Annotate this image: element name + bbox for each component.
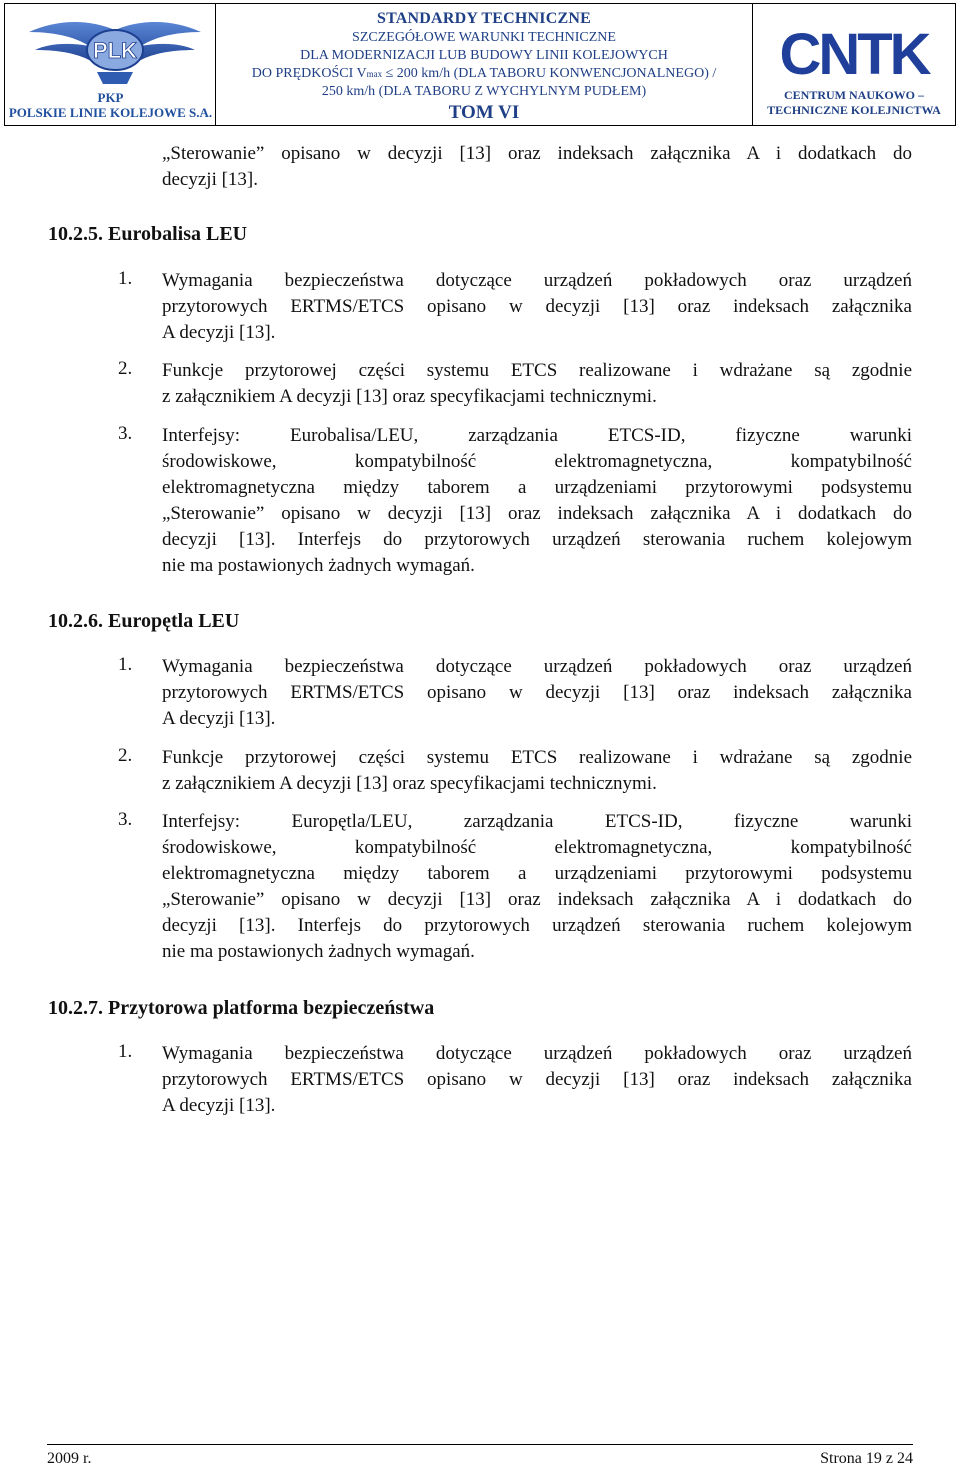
s1-item1-line3: A decyzji [13]. bbox=[162, 322, 276, 343]
speed-prefix: DO PRĘDKOŚCI V bbox=[251, 66, 367, 81]
s3-item1-number: 1. bbox=[118, 1041, 133, 1062]
s2-item1-line3: A decyzji [13]. bbox=[162, 708, 276, 729]
s2-item2-number: 2. bbox=[118, 745, 133, 766]
s2-item2-line2: z załącznikiem A decyzji [13] oraz specyfikacjami technicznymi. bbox=[162, 773, 657, 794]
footer-rule bbox=[47, 1444, 913, 1445]
section-heading-10-2-7: 10.2.7. Przytorowa platforma bezpieczeństwa bbox=[48, 997, 435, 1019]
s1-item1-number: 1. bbox=[118, 268, 133, 289]
intro-line-2: decyzji [13]. bbox=[162, 169, 259, 190]
s2-item3-line1: Interfejsy: Europętla/LEU, zarządzania ETCS-ID, fizyczne warunki bbox=[162, 811, 912, 832]
s1-item1-line1: Wymagania bezpieczeństwa dotyczące urządzeń pokładowych oraz urządzeń bbox=[162, 270, 912, 291]
s2-item1-number: 1. bbox=[118, 654, 133, 675]
cntk-logo bbox=[779, 16, 929, 87]
plk-logo-text: PLK bbox=[93, 38, 137, 63]
cntk-logo-text: CNTK bbox=[779, 22, 929, 87]
s1-item3-line4: „Sterowanie” opisano w decyzji [13] oraz indeksach załącznika A i dodatkach do bbox=[162, 503, 912, 524]
s1-item2-line1: Funkcje przytorowej części systemu ETCS realizowane i wdrażane są zgodnie bbox=[162, 360, 912, 381]
header-subtitle-2: DLA MODERNIZACJI LUB BUDOWY LINII KOLEJOWYCH bbox=[300, 48, 668, 63]
header-title: STANDARDY TECHNICZNE bbox=[377, 10, 591, 27]
s3-item1-line3: A decyzji [13]. bbox=[162, 1095, 276, 1116]
header-title-cell bbox=[216, 4, 753, 125]
s1-item1-line2: przytorowych ERTMS/ETCS opisano w decyzji [13] oraz indeksach załącznika bbox=[162, 296, 912, 317]
s2-item2-line1: Funkcje przytorowej części systemu ETCS realizowane i wdrażane są zgodnie bbox=[162, 747, 912, 768]
footer-year: 2009 r. bbox=[47, 1450, 92, 1467]
s1-item3-number: 3. bbox=[118, 423, 133, 444]
s3-item1-line1: Wymagania bezpieczeństwa dotyczące urządzeń pokładowych oraz urządzeń bbox=[162, 1043, 912, 1064]
plk-line2: POLSKIE LINIE KOLEJOWE S.A. bbox=[8, 105, 213, 120]
speed-subscript: max bbox=[366, 69, 383, 79]
s1-item3-line6: nie ma postawionych żadnych wymagań. bbox=[162, 555, 475, 576]
plk-logo-cell bbox=[5, 4, 216, 125]
header-subtitle-1: SZCZEGÓŁOWE WARUNKI TECHNICZNE bbox=[352, 30, 616, 45]
plk-line1: PKP bbox=[97, 90, 124, 105]
s2-item1-line1: Wymagania bezpieczeństwa dotyczące urządzeń pokładowych oraz urządzeń bbox=[162, 656, 912, 677]
header-subtitle-3 bbox=[216, 65, 752, 83]
header-subtitle-4: 250 km/h (DLA TABORU Z WYCHYLNYM PUDŁEM) bbox=[321, 84, 647, 99]
footer-page-number: Strona 19 z 24 bbox=[820, 1450, 913, 1467]
s2-item1-line2: przytorowych ERTMS/ETCS opisano w decyzji [13] oraz indeksach załącznika bbox=[162, 682, 912, 703]
s1-item3-line5: decyzji [13]. Interfejs do przytorowych urządzeń sterowania ruchem kolejowym bbox=[162, 529, 912, 550]
cntk-logo-cell bbox=[753, 4, 955, 125]
s2-item3-line6: nie ma postawionych żadnych wymagań. bbox=[162, 941, 475, 962]
cntk-line2: TECHNICZNE KOLEJNICTWA bbox=[767, 103, 941, 117]
s1-item3-line3: elektromagnetyczna między taborem a urządzeniami przytorowymi podsystemu bbox=[162, 477, 912, 498]
s1-item2-number: 2. bbox=[118, 358, 133, 379]
s3-item1-line2: przytorowych ERTMS/ETCS opisano w decyzji [13] oraz indeksach załącznika bbox=[162, 1069, 912, 1090]
s1-item2-line2: z załącznikiem A decyzji [13] oraz specyfikacjami technicznymi. bbox=[162, 386, 657, 407]
s2-item3-line2: środowiskowe, kompatybilność elektromagnetyczna, kompatybilność bbox=[162, 837, 912, 858]
page-header bbox=[4, 3, 956, 126]
s1-item3-line1: Interfejsy: Eurobalisa/LEU, zarządzania ETCS-ID, fizyczne warunki bbox=[162, 425, 912, 446]
s2-item3-line4: „Sterowanie” opisano w decyzji [13] oraz indeksach załącznika A i dodatkach do bbox=[162, 889, 912, 910]
intro-line-1: „Sterowanie” opisano w decyzji [13] oraz indeksach załącznika A i dodatkach do bbox=[162, 143, 912, 164]
volume-label: TOM VI bbox=[448, 102, 520, 123]
section-heading-10-2-5: 10.2.5. Eurobalisa LEU bbox=[48, 223, 248, 245]
speed-suffix: ≤ 200 km/h (DLA TABORU KONWENCJONALNEGO) / bbox=[382, 66, 717, 81]
s2-item3-line3: elektromagnetyczna między taborem a urządzeniami przytorowymi podsystemu bbox=[162, 863, 912, 884]
s2-item3-line5: decyzji [13]. Interfejs do przytorowych urządzeń sterowania ruchem kolejowym bbox=[162, 915, 912, 936]
cntk-line1: CENTRUM NAUKOWO – bbox=[784, 88, 924, 102]
s1-item3-line2: środowiskowe, kompatybilność elektromagnetyczna, kompatybilność bbox=[162, 451, 912, 472]
plk-winged-logo bbox=[27, 12, 203, 88]
s2-item3-number: 3. bbox=[118, 809, 133, 830]
section-heading-10-2-6: 10.2.6. Europętla LEU bbox=[48, 610, 240, 632]
